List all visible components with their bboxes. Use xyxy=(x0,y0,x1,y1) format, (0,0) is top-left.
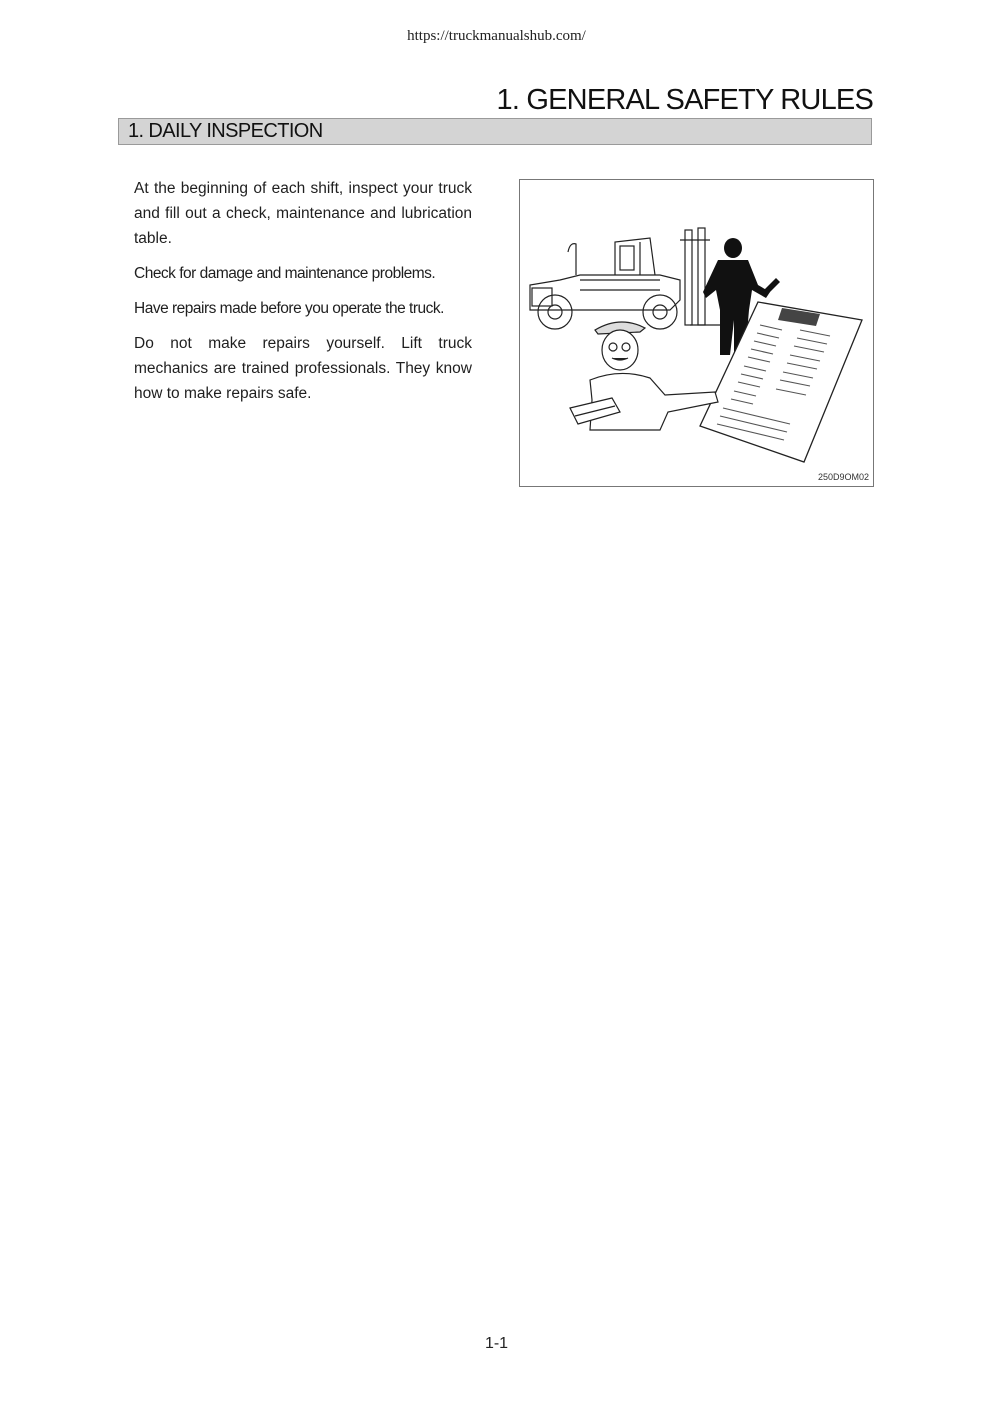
section-title: 1. DAILY INSPECTION xyxy=(128,120,323,142)
figure-code: 250D9OM02 xyxy=(817,472,869,482)
paragraph-have-repairs: Have repairs made before you operate the truck. xyxy=(134,300,444,317)
source-url: https://truckmanualshub.com/ xyxy=(407,28,586,44)
paragraph-no-self-repair: Do not make repairs yourself. Lift truck mechanics are trained professionals. They know how to make repairs safe. xyxy=(134,335,472,402)
page-number: 1-1 xyxy=(484,1335,509,1352)
paragraph-check-damage: Check for damage and maintenance problems. xyxy=(134,265,436,282)
illustration-drawing xyxy=(520,180,873,486)
section-header-bar xyxy=(118,118,872,145)
forklift-drawing xyxy=(530,228,720,329)
body-text xyxy=(134,176,472,416)
illustration-figure xyxy=(519,179,874,487)
paragraph-inspect: At the beginning of each shift, inspect your truck and fill out a check, maintenance and lubrication table. xyxy=(134,180,472,247)
chapter-title: 1. GENERAL SAFETY RULES xyxy=(496,84,873,116)
inspector-drawing xyxy=(570,322,718,430)
